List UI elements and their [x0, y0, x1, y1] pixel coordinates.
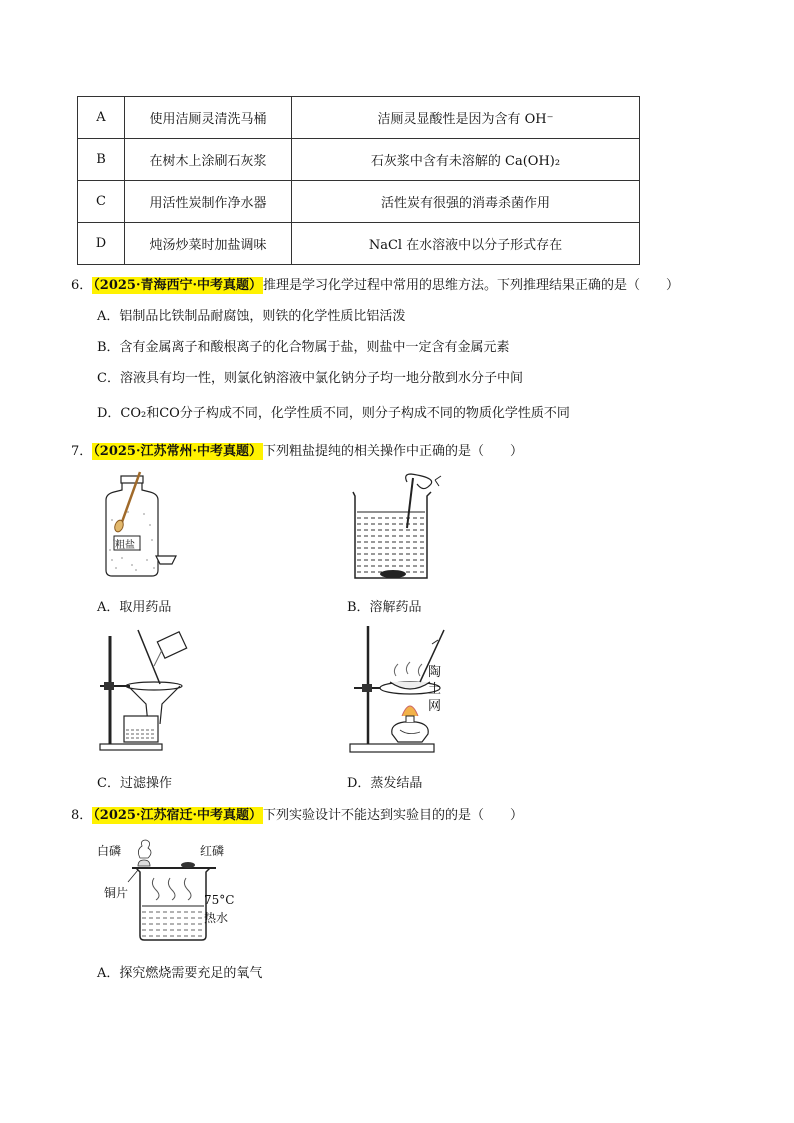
q6-option-d: D．CO₂和CO分子构成不同，化学性质不同，则分子构成不同的物质化学性质不同	[97, 406, 570, 421]
hot-water-label: 热水	[204, 911, 229, 925]
red-phosphorus-label: 红磷	[200, 844, 225, 858]
gauze-char: 陶	[428, 665, 442, 680]
row-letter: A	[78, 97, 125, 139]
row-explanation: 洁厕灵显酸性是因为含有 OH⁻	[292, 97, 640, 139]
row-action: 炖汤炒菜时加盐调味	[125, 223, 292, 265]
row-explanation: NaCl 在水溶液中以分子形式存在	[292, 223, 640, 265]
row-letter: C	[78, 181, 125, 223]
row-action: 用活性炭制作净水器	[125, 181, 292, 223]
question-text: 推理是学习化学过程中常用的思维方法。下列推理结果正确的是（ ）	[263, 278, 680, 293]
gauze-char: 土	[428, 682, 442, 697]
q6-option-b: B．含有金属离子和酸根离子的化合物属于盐，则盐中一定含有金属元素	[97, 340, 510, 355]
question-6-stem	[71, 274, 679, 293]
gauze-label	[428, 664, 441, 715]
q7-caption-a: A．取用药品	[97, 600, 172, 615]
temperature-label: 75°C	[204, 893, 235, 907]
table-row	[78, 97, 640, 139]
question-text: 下列实验设计不能达到实验目的的是（ ）	[263, 808, 524, 823]
table-row	[78, 139, 640, 181]
source-tag: （2025·江苏宿迁·中考真题）	[93, 808, 263, 823]
table-row	[78, 181, 640, 223]
row-explanation: 石灰浆中含有未溶解的 Ca(OH)₂	[292, 139, 640, 181]
source-tag: （2025·江苏常州·中考真题）	[93, 444, 263, 459]
q7-caption-d: D．蒸发结晶	[347, 776, 423, 791]
question-number: 6．	[71, 278, 93, 293]
beaker-figure	[345, 470, 455, 585]
filtration-figure	[96, 626, 196, 754]
table-row	[78, 223, 640, 265]
answer-table	[77, 96, 640, 265]
q7-caption-c: C．过滤操作	[97, 776, 172, 791]
source-tag: （2025·青海西宁·中考真题）	[93, 278, 263, 293]
q6-option-c: C．溶液具有均一性，则氯化钠溶液中氯化钠分子均一地分散到水分子中间	[97, 371, 523, 386]
row-action: 使用洁厕灵清洗马桶	[125, 97, 292, 139]
q8-caption-a: A．探究燃烧需要充足的氧气	[97, 966, 263, 981]
question-number: 7．	[71, 444, 93, 459]
row-action: 在树木上涂刷石灰浆	[125, 139, 292, 181]
copper-plate-label: 铜片	[104, 886, 129, 900]
bottle-label: 粗盐	[115, 540, 135, 551]
question-8-stem	[71, 804, 523, 823]
question-7-stem	[71, 440, 523, 459]
row-explanation: 活性炭有很强的消毒杀菌作用	[292, 181, 640, 223]
reagent-bottle-figure	[92, 470, 184, 580]
row-letter: D	[78, 223, 125, 265]
question-text: 下列粗盐提纯的相关操作中正确的是（ ）	[263, 444, 524, 459]
row-letter: B	[78, 139, 125, 181]
q6-option-a: A．铝制品比铁制品耐腐蚀，则铁的化学性质比铝活泼	[97, 309, 406, 324]
white-phosphorus-label: 白磷	[97, 844, 122, 858]
gauze-char: 网	[428, 699, 442, 714]
q7-caption-b: B．溶解药品	[347, 600, 422, 615]
question-number: 8．	[71, 808, 93, 823]
